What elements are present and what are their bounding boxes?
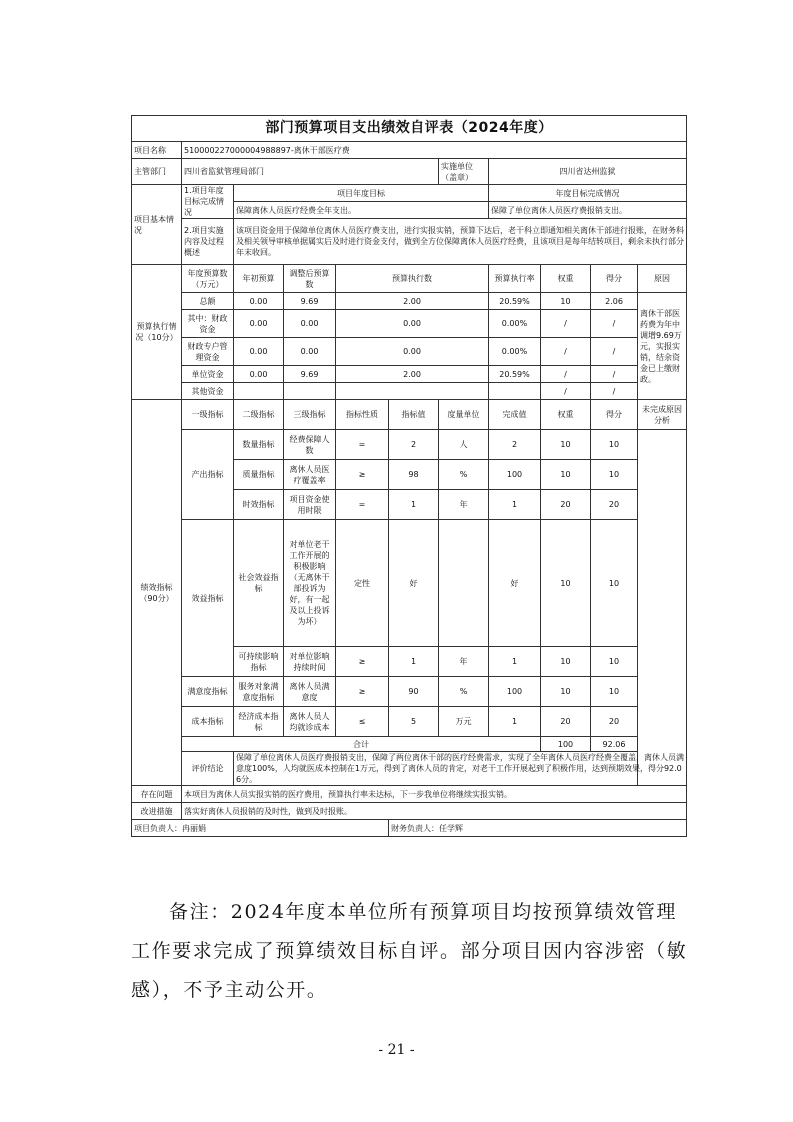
budget-row-adjusted: 9.69: [284, 366, 336, 383]
perf-value: 2: [389, 430, 439, 460]
basic-info-label: 项目基本情况: [132, 185, 182, 265]
perf-l3: 项目资金使用时限: [284, 490, 336, 520]
done-header: 年度目标完成情况: [489, 185, 687, 202]
project-name-label: 项目名称: [132, 142, 182, 159]
budget-row-initial: [234, 383, 284, 400]
budget-row-score: /: [591, 310, 638, 338]
perf-value: 98: [389, 460, 439, 490]
dept-label: 主管部门: [132, 159, 182, 185]
cost-done: 1: [489, 707, 541, 737]
conclusion-label: 评价结论: [182, 752, 234, 786]
remark-note: 备注：2024年度本单位所有预算项目均按预算绩效管理工作要求完成了预算绩效目标自评。部分项目因内容涉密（敏感），不予主动公开。: [131, 901, 688, 1001]
perf-unit: [439, 520, 489, 647]
total-score: 92.06: [591, 737, 638, 752]
budget-row-executed: 2.00: [336, 366, 489, 383]
budget-header-5: 权重: [541, 265, 591, 293]
budget-row-initial: 0.00: [234, 293, 284, 310]
perf-header: 指标值: [389, 400, 439, 430]
improve-text: 落实好离休人员报销的及时性，做到及时报账。: [182, 803, 687, 820]
target-header: 项目年度目标: [234, 185, 489, 202]
satisfaction-l2: 服务对象满意度指标: [234, 677, 284, 707]
output-indicator-label: 产出指标: [182, 430, 234, 520]
evaluation-table-wrapper: [131, 115, 686, 837]
budget-row-adjusted: 0.00: [284, 310, 336, 338]
cost-nature: ≤: [336, 707, 389, 737]
budget-row-weight: /: [541, 366, 591, 383]
perf-nature: ≥: [336, 647, 389, 677]
budget-header-0: 年度预算数（万元）: [182, 265, 234, 293]
perf-value: 1: [389, 490, 439, 520]
perf-header: 二级指标: [234, 400, 284, 430]
satisfaction-unit: %: [439, 677, 489, 707]
project-leader: 项目负责人：冉丽娟: [132, 820, 389, 837]
budget-row-score: 2.06: [591, 293, 638, 310]
total-weight: 100: [541, 737, 591, 752]
performance-label: 绩效指标（90分）: [132, 400, 182, 786]
dept-value: 四川省监狱管理局部门: [182, 159, 439, 185]
unit-label: 实施单位（盖章）: [439, 159, 489, 185]
perf-reason: [638, 430, 687, 786]
budget-row-adjusted: 0.00: [284, 338, 336, 366]
project-name-value: 510000227000004988897-离休干部医疗费: [182, 142, 687, 159]
budget-header-7: 原因: [638, 265, 687, 293]
budget-header-4: 预算执行率: [489, 265, 541, 293]
perf-done: 1: [489, 647, 541, 677]
perf-weight: 10: [541, 647, 591, 677]
budget-label: 预算执行情况（10分）: [132, 265, 182, 400]
budget-row-weight: /: [541, 338, 591, 366]
conclusion-text: 保障了单位离休人员医疗费报销支出，保障了两位离休干部的医疗经费需求，实现了全年离休人员医疗经费全覆盖，离休人员满意度100%，人均就医成本控制在1万元，得到了离休人员的肯定，对老干工作开展起到了积极作用，达到预期效果，得分92.06分。: [234, 752, 687, 786]
budget-header-2: 调整后预算数: [284, 265, 336, 293]
budget-row-rate: 0.00%: [489, 310, 541, 338]
perf-score: 10: [591, 647, 638, 677]
satisfaction-value: 90: [389, 677, 439, 707]
budget-header-1: 年初预算: [234, 265, 284, 293]
satisfaction-nature: ≥: [336, 677, 389, 707]
satisfaction-l1: 满意度指标: [182, 677, 234, 707]
basic-sub1-label: 1.项目年度目标完成情况: [182, 185, 234, 219]
budget-row-initial: 0.00: [234, 366, 284, 383]
budget-row-executed: [336, 383, 489, 400]
perf-weight: 10: [541, 430, 591, 460]
perf-nature: =: [336, 430, 389, 460]
perf-l3: 对单位影响持续时间: [284, 647, 336, 677]
budget-row-score: /: [591, 383, 638, 400]
perf-l2: 质量指标: [234, 460, 284, 490]
budget-row-name: 财政专户管理资金: [182, 338, 234, 366]
perf-l2: 可持续影响指标: [234, 647, 284, 677]
budget-row-adjusted: [284, 383, 336, 400]
perf-weight: 20: [541, 490, 591, 520]
perf-unit: 人: [439, 430, 489, 460]
budget-row-executed: 0.00: [336, 338, 489, 366]
cost-l1: 成本指标: [182, 707, 234, 737]
budget-header-3: 预算执行数: [336, 265, 489, 293]
budget-reason: 离休干部医药费为年中调增9.69万元，实报实销，结余资金已上缴财政。: [638, 293, 687, 400]
table-title: 部门预算项目支出绩效自评表（2024年度）: [132, 116, 687, 142]
done-text: 保障了单位离休人员医疗费报销支出。: [489, 202, 687, 219]
perf-header: 未完成原因分析: [638, 400, 687, 430]
basic-sub2-label: 2.项目实施内容及过程概述: [182, 219, 234, 265]
satisfaction-score: 10: [591, 677, 638, 707]
budget-row-rate: 20.59%: [489, 293, 541, 310]
perf-header: 得分: [591, 400, 638, 430]
budget-row-rate: 0.00%: [489, 338, 541, 366]
perf-l2: 数量指标: [234, 430, 284, 460]
cost-value: 5: [389, 707, 439, 737]
evaluation-table: [131, 115, 687, 837]
cost-score: 20: [591, 707, 638, 737]
budget-row-adjusted: 9.69: [284, 293, 336, 310]
budget-row-name: 单位资金: [182, 366, 234, 383]
perf-score: 10: [591, 460, 638, 490]
total-label: 合计: [182, 737, 541, 752]
cost-weight: 20: [541, 707, 591, 737]
perf-l3: 对单位老干工作开展的积极影响（无离休干部投诉为好，有一起及以上投诉为坏）: [284, 520, 336, 647]
issues-text: 本项目为离休人员实报实销的医疗费用，预算执行率未达标，下一步我单位将继续实报实销。: [182, 786, 687, 803]
perf-score: 10: [591, 520, 638, 647]
satisfaction-weight: 10: [541, 677, 591, 707]
perf-header: 三级指标: [284, 400, 336, 430]
budget-row-score: /: [591, 338, 638, 366]
cost-unit: 万元: [439, 707, 489, 737]
perf-value: 1: [389, 647, 439, 677]
target-text: 保障离休人员医疗经费全年支出。: [234, 202, 489, 219]
perf-l3: 离休人员医疗覆盖率: [284, 460, 336, 490]
budget-row-weight: /: [541, 310, 591, 338]
perf-done: 1: [489, 490, 541, 520]
budget-row-name: 总额: [182, 293, 234, 310]
budget-row-name: 其他资金: [182, 383, 234, 400]
perf-nature: 定性: [336, 520, 389, 647]
budget-row-executed: 0.00: [336, 310, 489, 338]
perf-nature: =: [336, 490, 389, 520]
perf-unit: 年: [439, 647, 489, 677]
perf-header: 指标性质: [336, 400, 389, 430]
budget-row-weight: /: [541, 383, 591, 400]
budget-row-score: /: [591, 366, 638, 383]
perf-score: 20: [591, 490, 638, 520]
perf-done: 100: [489, 460, 541, 490]
perf-unit: %: [439, 460, 489, 490]
perf-l2: 时效指标: [234, 490, 284, 520]
cost-l3: 离休人员人均就诊成本: [284, 707, 336, 737]
budget-row-executed: 2.00: [336, 293, 489, 310]
budget-row-name: 其中：财政资金: [182, 310, 234, 338]
budget-row-initial: 0.00: [234, 338, 284, 366]
benefit-indicator-label: 效益指标: [182, 520, 234, 677]
issues-label: 存在问题: [132, 786, 182, 803]
perf-weight: 10: [541, 460, 591, 490]
perf-unit: 年: [439, 490, 489, 520]
budget-row-weight: 10: [541, 293, 591, 310]
perf-done: 2: [489, 430, 541, 460]
page-number: - 21 -: [378, 1042, 415, 1058]
perf-weight: 10: [541, 520, 591, 647]
perf-header: 度量单位: [439, 400, 489, 430]
finance-leader: 财务负责人：任学辉: [389, 820, 687, 837]
perf-l2: 社会效益指标: [234, 520, 284, 647]
perf-score: 10: [591, 430, 638, 460]
improve-label: 改进措施: [132, 803, 182, 820]
perf-done: 好: [489, 520, 541, 647]
budget-header-6: 得分: [591, 265, 638, 293]
perf-value: 好: [389, 520, 439, 647]
budget-row-rate: 20.59%: [489, 366, 541, 383]
budget-row-initial: 0.00: [234, 310, 284, 338]
basic-sub2-text: 该项目资金用于保障单位离休人员医疗费支出，进行实报实销，预算下达后，老干科立即通知相关离休干部进行报账，在财务科及相关领导审核单据属实后及时进行资金支付，做到全方位保障离休人员医疗经费，且该项目是每年结转项目，剩余未执行部分年末收回。: [234, 219, 687, 265]
perf-l3: 经费保障人数: [284, 430, 336, 460]
satisfaction-done: 100: [489, 677, 541, 707]
perf-header: 完成值: [489, 400, 541, 430]
satisfaction-l3: 离休人员满意度: [284, 677, 336, 707]
cost-l2: 经济成本指标: [234, 707, 284, 737]
budget-row-rate: [489, 383, 541, 400]
perf-nature: ≥: [336, 460, 389, 490]
unit-value: 四川省达州监狱: [489, 159, 687, 185]
perf-header: 权重: [541, 400, 591, 430]
perf-header: 一级指标: [182, 400, 234, 430]
